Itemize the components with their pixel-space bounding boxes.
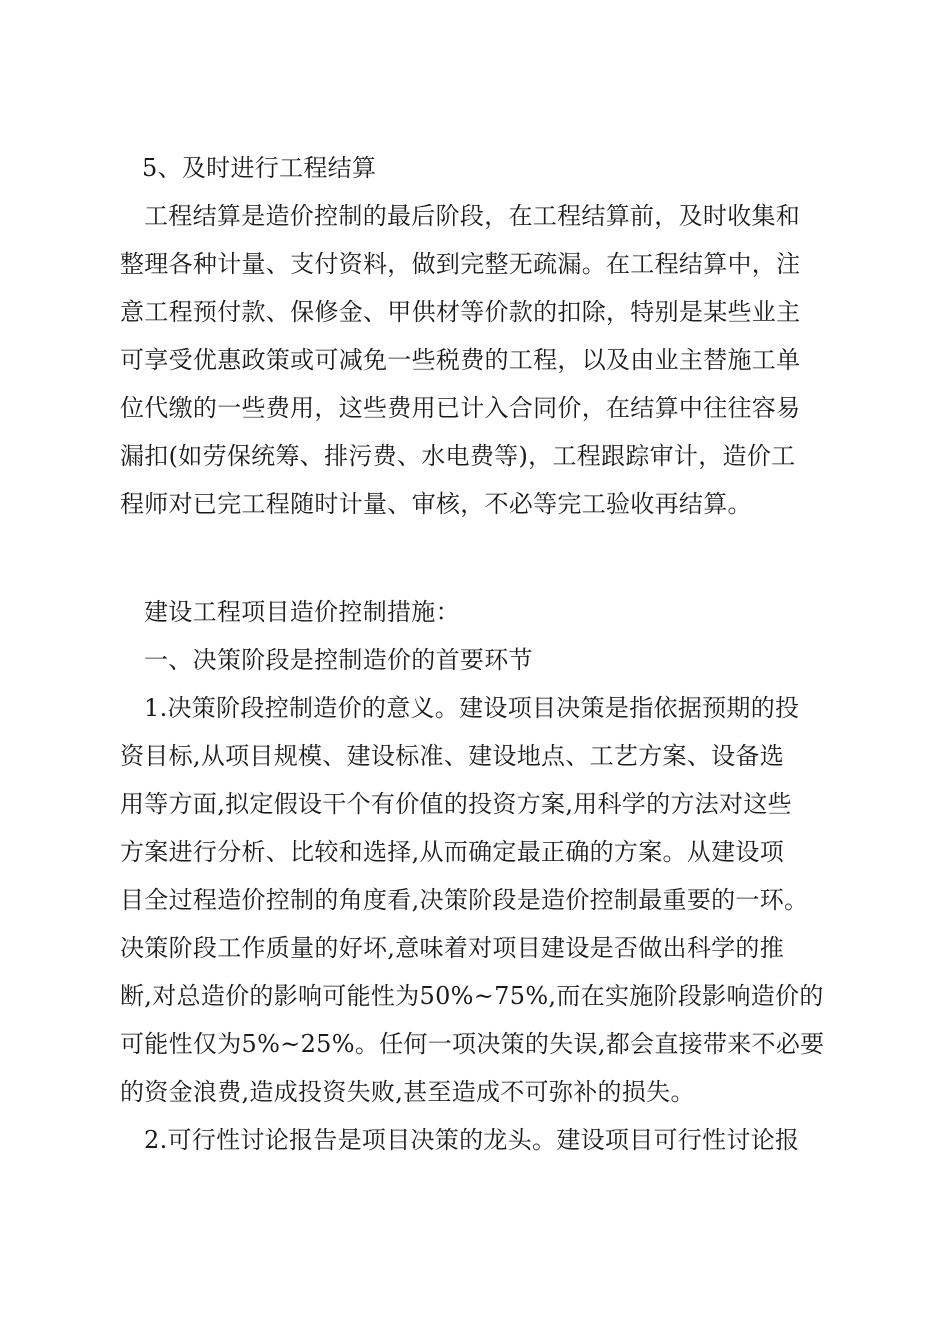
section-5-line: 可享受优惠政策或可减免一些税费的工程，以及由业主替施工单 bbox=[120, 346, 801, 374]
paragraph-1-line: 的资金浪费,造成投资失败,甚至造成不可弥补的损失。 bbox=[120, 1078, 695, 1106]
section-5-line: 意工程预付款、保修金、甲供材等价款的扣除，特别是某些业主 bbox=[120, 298, 801, 326]
paragraph-1-line: 1.决策阶段控制造价的意义。建设项目决策是指依据预期的投 bbox=[144, 694, 800, 722]
paragraph-1-line: 用等方面,拟定假设干个有价值的投资方案,用科学的方法对这些 bbox=[120, 790, 792, 818]
paragraph-1-line: 断,对总造价的影响可能性为50%~75%,而在实施阶段影响造价的 bbox=[120, 982, 824, 1010]
section-5-line: 整理各种计量、支付资料，做到完整无疏漏。在工程结算中，注 bbox=[120, 250, 801, 278]
paragraph-2-line: 2.可行性讨论报告是项目决策的龙头。建设项目可行性讨论报 bbox=[144, 1126, 800, 1154]
paragraph-1-line: 可能性仅为5%~25%。任何一项决策的失误,都会直接带来不必要 bbox=[120, 1030, 825, 1058]
paragraph-1-line: 目全过程造价控制的角度看,决策阶段是造价控制最重要的一环。 bbox=[120, 886, 809, 914]
section-5-line: 程师对已完工程随时计量、审核，不必等完工验收再结算。 bbox=[120, 490, 752, 518]
measures-title: 建设工程项目造价控制措施： bbox=[144, 598, 460, 626]
section-5-line: 工程结算是造价控制的最后阶段，在工程结算前，及时收集和 bbox=[144, 202, 801, 230]
paragraph-1-line: 方案进行分析、比较和选择,从而确定最正确的方案。从建设项 bbox=[120, 838, 785, 866]
paragraph-1-line: 决策阶段工作质量的好坏,意味着对项目建设是否做出科学的推 bbox=[120, 934, 785, 962]
section-5-heading: 5、及时进行工程结算 bbox=[142, 154, 377, 182]
section-1-heading: 一、决策阶段是控制造价的首要环节 bbox=[144, 646, 533, 674]
paragraph-1-line: 资目标,从项目规模、建设标准、建设地点、工艺方案、设备选 bbox=[120, 742, 785, 770]
section-5-line: 位代缴的一些费用，这些费用已计入合同价，在结算中往往容易 bbox=[120, 394, 801, 422]
section-5-line: 漏扣(如劳保统筹、排污费、水电费等)，工程跟踪审计，造价工 bbox=[120, 442, 796, 470]
